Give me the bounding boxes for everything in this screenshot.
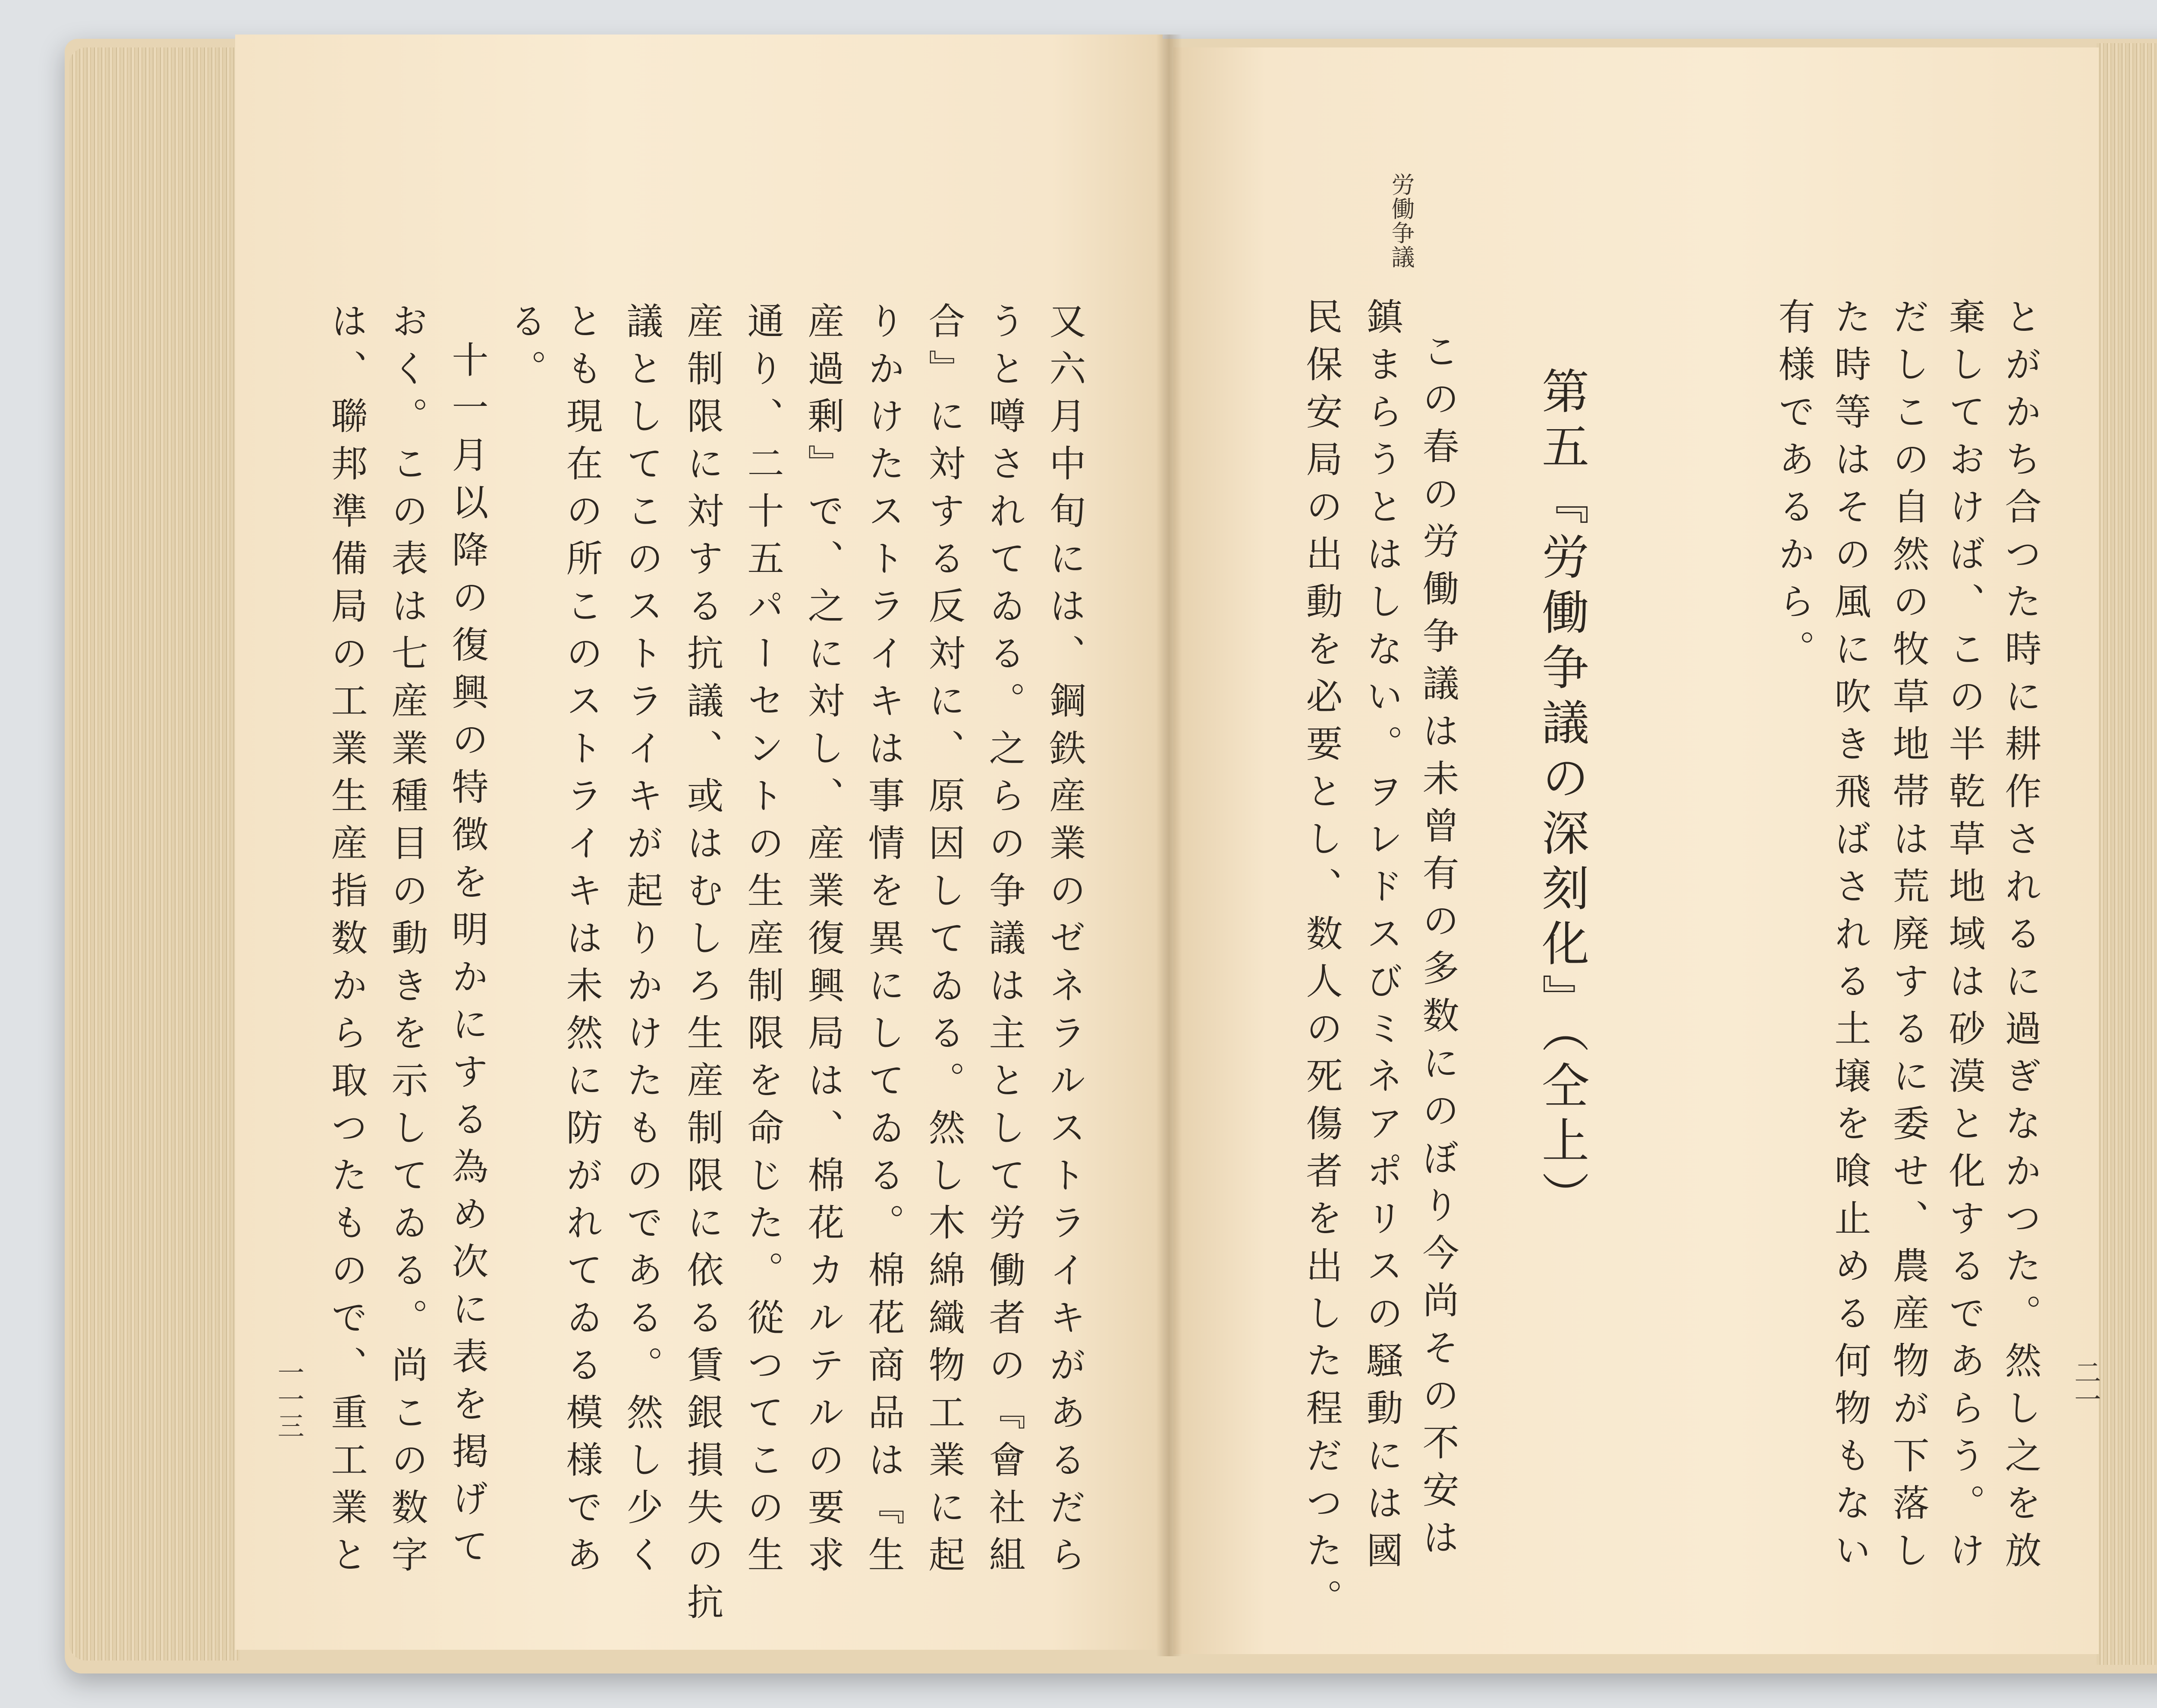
section-heading: 第五『労働争議の深刻化』（仝上） <box>1534 367 1589 1226</box>
text-column: とも現在の所このストライキは未然に防がれてゐる模様であ <box>560 302 603 1583</box>
text-column: 産過剰』で、之に対し、産業復興局は、棉花カルテルの要求 <box>802 302 844 1583</box>
page-number: 一一三 <box>273 1359 305 1439</box>
text-column: おく。この表は七産業種目の動きを示してゐる。尚この数字 <box>385 302 428 1583</box>
text-column: 民保安局の出動を必要とし、数人の死傷者を出した程だつた。 <box>1300 298 1343 1626</box>
text-column: うと噂されてゐる。之らの争議は主として労働者の『會社組 <box>983 302 1025 1583</box>
text-column: 産制限に対する抗議、或はむしろ生産制限に依る賃銀損失の抗 <box>681 302 723 1630</box>
text-column: とがかち合つた時に耕作されるに過ぎなかつた。然し之を放 <box>1999 298 2041 1579</box>
running-head: 労働争議 <box>1388 173 1415 269</box>
text-column: 又六月中旬には、鋼鉄産業のゼネラルストライキがあるだら <box>1043 302 1086 1583</box>
text-column: 有様であるから。 <box>1772 298 1815 677</box>
text-column: 十一月以降の復興の特徴を明かにする為め次に表を掲げて <box>446 341 488 1574</box>
page-edge-left <box>69 47 239 1661</box>
book-gutter <box>1156 35 1182 1656</box>
text-column: 議としてこのストライキが起りかけたものである。然し少く <box>620 302 663 1583</box>
text-column: る。 <box>504 302 547 397</box>
page-number: 二一 <box>2070 1359 2101 1412</box>
text-column: りかけたストライキは事情を異にしてゐる。棉花商品は『生 <box>862 302 905 1583</box>
text-column: は、聯邦準備局の工業生産指数から取つたもので、重工業と <box>325 302 368 1583</box>
text-column: た時等はその風に吹き飛ばされる土壌を喰止める何物もない <box>1828 298 1871 1579</box>
text-column: 棄しておけば、この半乾草地域は砂漠と化するであらう。け <box>1943 298 1985 1579</box>
text-column: この春の労働争議は未曾有の多数にのぼり今尚その不安は <box>1416 332 1459 1566</box>
text-column: 通り、二十五パーセントの生産制限を命じた。從つてこの生 <box>741 302 784 1583</box>
text-column: だしこの自然の牧草地帯は荒廃するに委せ、農産物が下落し <box>1887 298 1929 1579</box>
page-edge-right <box>2097 43 2157 1665</box>
text-column: 合』に対する反対に、原因してゐる。然し木綿織物工業に起 <box>922 302 965 1583</box>
text-column: 鎮まらうとはしない。ヲレドスびミネアポリスの騒動には國 <box>1360 298 1403 1579</box>
